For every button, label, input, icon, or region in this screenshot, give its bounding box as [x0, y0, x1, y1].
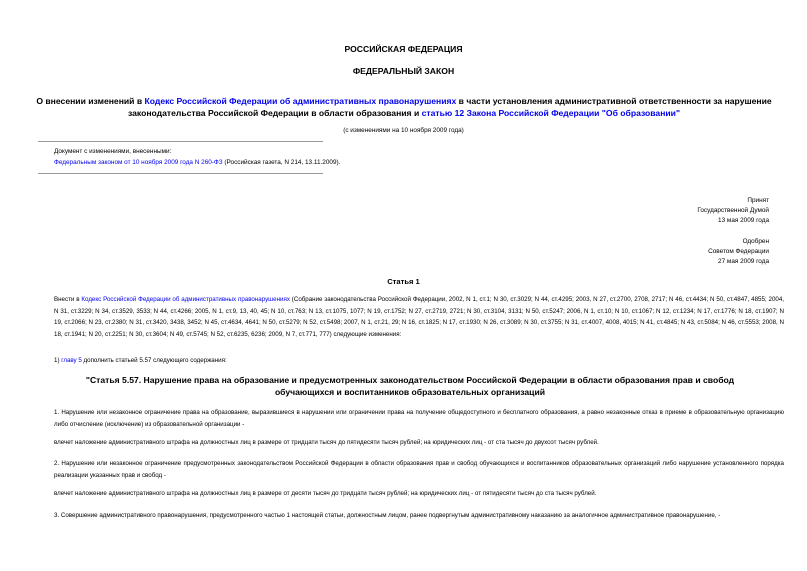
edition-note: (с изменениями на 10 ноября 2009 года): [343, 127, 464, 134]
amendments-label: Документ с изменениями, внесенными:: [54, 148, 172, 155]
amending-law-link[interactable]: Федеральным законом от 10 ноября 2009 года N 260-ФЗ: [54, 159, 223, 166]
intro-text-post: (Собрание законодательства Российской Федерации, 2002, N 1, ст.1; N 30, ст.3029; N 44, ст.4295; 2003, N 27, ст.2700, 2708, 2717; N 46, ст.4434; N 50, ст.4847, 4855; 2004, N 31, ст.3229; N 34, ст.3529, 3533; N 44, ст.4266; 2005, N 1, ст.9, 13, 40, 45; N 10, ст.763; N 13, ст.1075, 1077; N 19, ст.1752; N 27, ст.2719, 2721; N 30, ст.3104, 3131; N 50, ст.5247; 2006, N 1, ст.10; N 10, ст.1067; N 12, ст.1234; N 17, ст.1776; N 18, ст.1907; N 19, ст.2066; N 23, ст.2380; N 31, ст.3420, 3438, 3452; N 45, ст.4634, 4641; N 50, ст.5279; N 52, ст.5498; 2007, N 1, ст.21, 29; N 16, ст.1825; N 17, ст.1930; N 26, ст.3089; N 30, ст.3755; N 31, ст.4007, 4008, 4015; N 41, ст.4845; N 43, ст.5084; N 46, ст.5553; 2008, N 18, ст.1941; N 20, ст.2251; N 30, ст.3604; N 49, ст.5745; N 52, ст.6235, 6236; 2009, N 7, ст.771, 777) следующие изменения:: [54, 296, 784, 338]
accepted-line-2: Государственной Думой: [697, 207, 769, 214]
item1-post: дополнить статьей 5.57 следующего содержания:: [81, 357, 227, 364]
law-title: [30, 95, 778, 119]
article-5-57-part-2: 2. Нарушение или незаконное ограничение предусмотренных законодательством Российской Федерации в области образования прав и свобод обучающихся и воспитанников образовательных организаций либо нарушение установленного порядка реализации указанных прав и свобод -: [54, 460, 784, 479]
article-5-57-part-1-penalty: влечет наложение административного штрафа на должностных лиц в размере от тридцати тысяч до пятидесяти тысяч рублей; на юридических лиц - от ста тысяч до двухсот тысяч рублей.: [54, 439, 599, 446]
accepted-line-1: Принят: [747, 197, 769, 204]
title-text-2: в части установления административной ответственности за нарушение законодательства Российской Федерации в области образования и: [127, 96, 772, 118]
amendments-line: [54, 157, 340, 168]
accepted-date: 13 мая 2009 года: [718, 217, 769, 224]
accepted-block: [697, 196, 769, 226]
divider-bottom: [38, 173, 323, 174]
approved-block: [708, 237, 769, 267]
chapter-5-link[interactable]: главу 5: [61, 357, 82, 364]
divider-top: [38, 141, 323, 142]
education-law-link[interactable]: статью 12 Закона Российской Федерации "Об образовании": [421, 108, 681, 118]
amendments-info: [54, 146, 340, 168]
intro-koap-link[interactable]: Кодекс Российской Федерации об административных правонарушениях: [81, 296, 290, 303]
item1-pre: 1): [54, 357, 62, 364]
article-1-intro: [38, 294, 784, 340]
article-5-57-part-1: 1. Нарушение или незаконное ограничение права на образование, выразившиеся в нарушении или ограничении права на получение общедоступного и бесплатного образования, а равно незаконные отказ в приеме в образовательную организацию либо отчисление (исключение) из образовательной организации -: [54, 409, 784, 428]
approved-date: 27 мая 2009 года: [718, 258, 769, 265]
article-5-57-part-2-penalty: влечет наложение административного штрафа на должностных лиц в размере от десяти тысяч до тридцати тысяч рублей; на юридических лиц - от пятидесяти тысяч до ста тысяч рублей.: [54, 490, 597, 497]
article-1-title: Статья 1: [387, 277, 420, 286]
article-1-item-1: [38, 355, 784, 367]
country-heading: РОССИЙСКАЯ ФЕДЕРАЦИЯ: [344, 44, 463, 54]
approved-line-2: Советом Федерации: [708, 248, 769, 255]
approved-line-1: Одобрен: [742, 238, 769, 245]
article-5-57-part-3: 3. Совершение административного правонарушения, предусмотренного частью 1 настоящей статьи, должностным лицом, ранее подвергнутым административному наказанию за аналогичное административное правонарушение, -: [54, 512, 721, 519]
title-text-1: О внесении изменений в: [36, 96, 145, 106]
amendments-source: (Российская газета, N 214, 13.11.2009).: [222, 159, 341, 166]
article-5-57-title: "Статья 5.57. Нарушение права на образование и предусмотренных законодательством Российской Федерации в области образования прав и свобод обучающихся и воспитанников образовательных организаций: [85, 375, 735, 397]
koap-link[interactable]: Кодекс Российской Федерации об административных правонарушениях: [144, 96, 457, 106]
law-type-heading: ФЕДЕРАЛЬНЫЙ ЗАКОН: [352, 66, 455, 76]
intro-text-pre: Внести в: [54, 296, 82, 303]
